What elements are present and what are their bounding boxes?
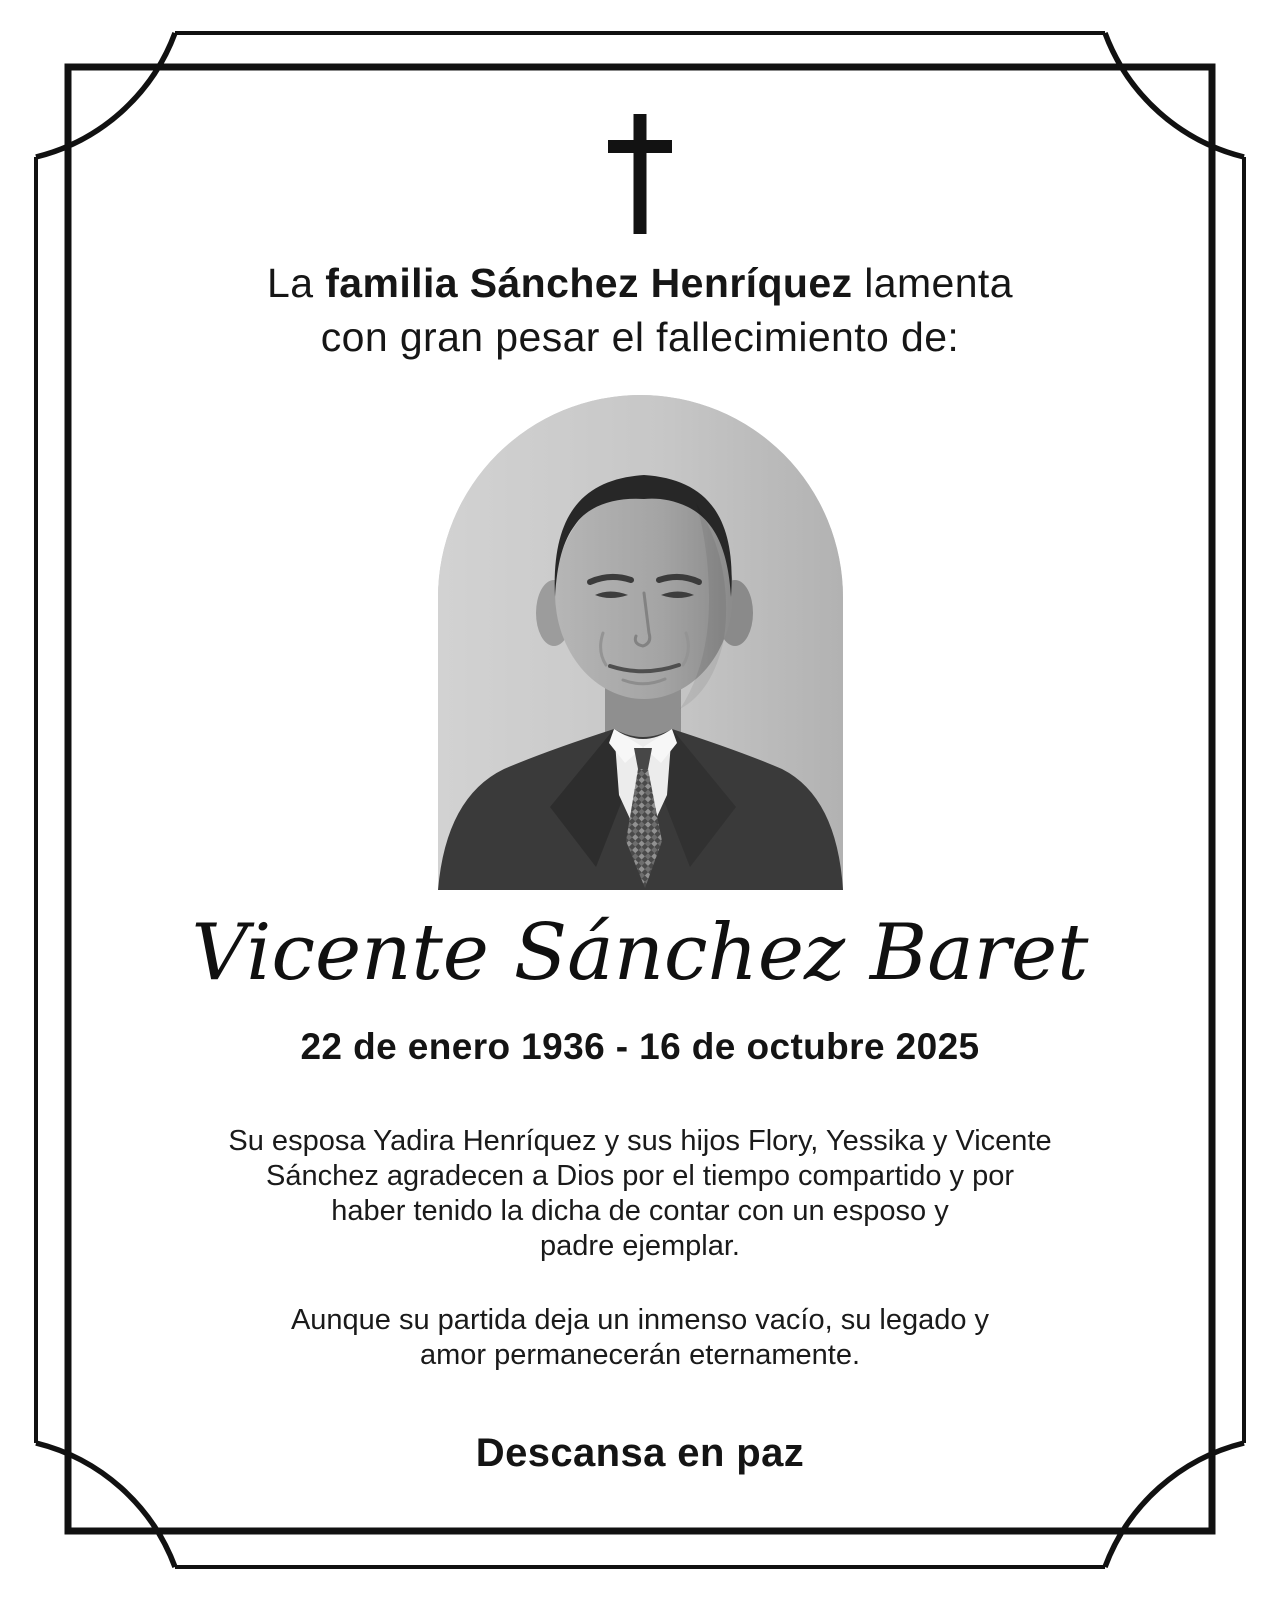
heading-prefix: La <box>267 260 326 306</box>
tribute-line: padre ejemplar. <box>540 1230 740 1262</box>
tribute-line: amor permanecerán eternamente. <box>419 1339 861 1371</box>
announcement-heading <box>0 256 1280 364</box>
tribute-line: Sánchez agradecen a Dios por el tiempo compartido y por <box>266 1160 1014 1192</box>
life-dates: 22 de enero 1936 - 16 de octubre 2025 <box>300 1026 980 1067</box>
portrait-illustration <box>438 395 843 890</box>
tribute-paragraph-2 <box>120 1303 1160 1373</box>
heading-line-1 <box>0 256 1280 310</box>
portrait-photo <box>438 395 843 890</box>
tribute-line: haber tenido la dicha de contar con un esposo y <box>331 1195 949 1227</box>
heading-suffix: lamenta <box>852 260 1013 306</box>
tribute-paragraph-1 <box>120 1124 1160 1264</box>
cross-icon <box>600 112 680 236</box>
tribute-line: Aunque su partida deja un inmenso vacío, su legado y <box>290 1304 990 1336</box>
deceased-name: Vicente Sánchez Baret <box>191 908 1089 998</box>
heading-line-2: con gran pesar el fallecimiento de: <box>320 314 960 360</box>
tribute-line: Su esposa Yadira Henríquez y sus hijos Flory, Yessika y Vicente <box>228 1125 1052 1157</box>
heading-family-name: familia Sánchez Henríquez <box>325 260 853 306</box>
farewell-text: Descansa en paz <box>475 1431 805 1475</box>
